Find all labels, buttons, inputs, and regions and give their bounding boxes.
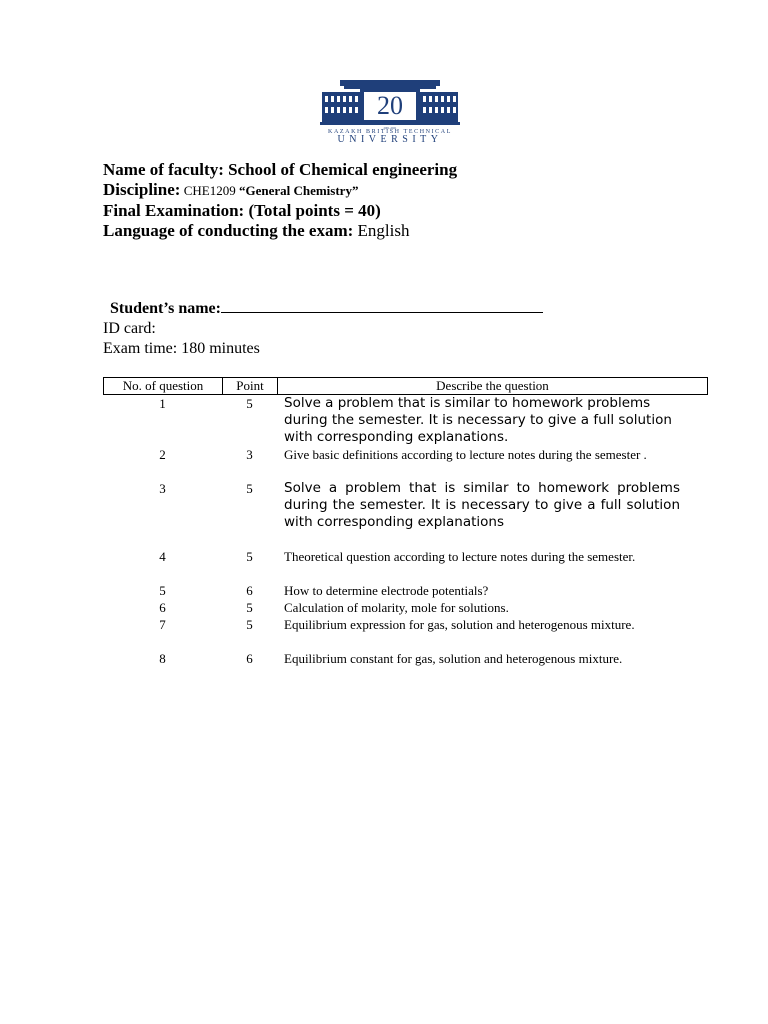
header-point: Point <box>223 378 278 394</box>
student-name-field[interactable] <box>221 298 543 313</box>
table-row <box>103 548 708 582</box>
questions-table <box>103 377 708 684</box>
row-point: 5 <box>246 617 253 632</box>
discipline-line <box>103 180 723 201</box>
row-point: 5 <box>246 481 253 496</box>
header-describe: Describe the question <box>436 378 549 393</box>
row-text: Solve a problem that is similar to homework problems during the semester. It is necessary to give a full solution with corresponding explanations. <box>284 395 672 445</box>
language-label: Language of conducting the exam: <box>103 221 354 240</box>
logo-number: 20 <box>377 91 403 120</box>
table-row <box>103 582 708 599</box>
row-point: 5 <box>246 600 253 615</box>
row-no: 1 <box>159 396 166 411</box>
student-name-label: Student’s name: <box>110 300 221 317</box>
table-row <box>103 599 708 616</box>
row-text: How to determine electrode potentials? <box>284 583 489 598</box>
row-point: 5 <box>246 396 253 411</box>
language-value: English <box>353 221 410 240</box>
header-no: No. of question <box>104 378 223 394</box>
discipline-code: CHE1209 <box>180 183 239 198</box>
row-text: Calculation of molarity, mole for solutions. <box>284 600 509 615</box>
university-logo <box>318 78 462 144</box>
discipline-label: Discipline: <box>103 180 181 199</box>
exam-header <box>103 160 723 241</box>
row-text: Equilibrium constant for gas, solution and heterogenous mixture. <box>284 651 623 666</box>
row-no: 5 <box>159 583 166 598</box>
table-row <box>103 395 708 446</box>
table-row <box>103 480 708 548</box>
row-no: 6 <box>159 600 166 615</box>
id-card-label: ID card: <box>103 320 156 337</box>
table-row <box>103 446 708 480</box>
discipline-name: “General Chemistry” <box>238 183 359 198</box>
row-point: 6 <box>246 583 253 598</box>
row-point: 6 <box>246 651 253 666</box>
row-point: 3 <box>246 447 253 462</box>
row-point: 5 <box>246 549 253 564</box>
logo-name-bottom: UNIVERSITY <box>337 134 443 144</box>
row-text: Solve a problem that is similar to homework problems during the semester. It is necessary to give a full solution with corresponding explanations <box>284 480 680 530</box>
logo-years: 2001-2021 <box>383 126 397 130</box>
row-text: Equilibrium expression for gas, solution and heterogenous mixture. <box>284 617 635 632</box>
table-row <box>103 616 708 650</box>
language-line <box>103 221 723 241</box>
row-text: Theoretical question according to lecture notes during the semester. <box>284 549 636 564</box>
student-name-line <box>103 298 723 319</box>
university-building-logo <box>318 78 462 144</box>
table-row <box>103 650 708 684</box>
table-header <box>103 377 708 395</box>
row-no: 2 <box>159 447 166 462</box>
logo-name-top: KAZAKH BRITISH TECHNICAL <box>328 129 452 135</box>
exam-time: Exam time: 180 minutes <box>103 340 260 357</box>
final-exam-line: Final Examination: (Total points = 40) <box>103 201 381 220</box>
faculty-line: Name of faculty: School of Chemical engineering <box>103 160 458 179</box>
student-info <box>103 298 723 359</box>
row-no: 7 <box>159 617 166 632</box>
row-no: 3 <box>159 481 166 496</box>
row-no: 8 <box>159 651 166 666</box>
row-text: Give basic definitions according to lecture notes during the semester . <box>284 447 647 462</box>
row-no: 4 <box>159 549 166 564</box>
